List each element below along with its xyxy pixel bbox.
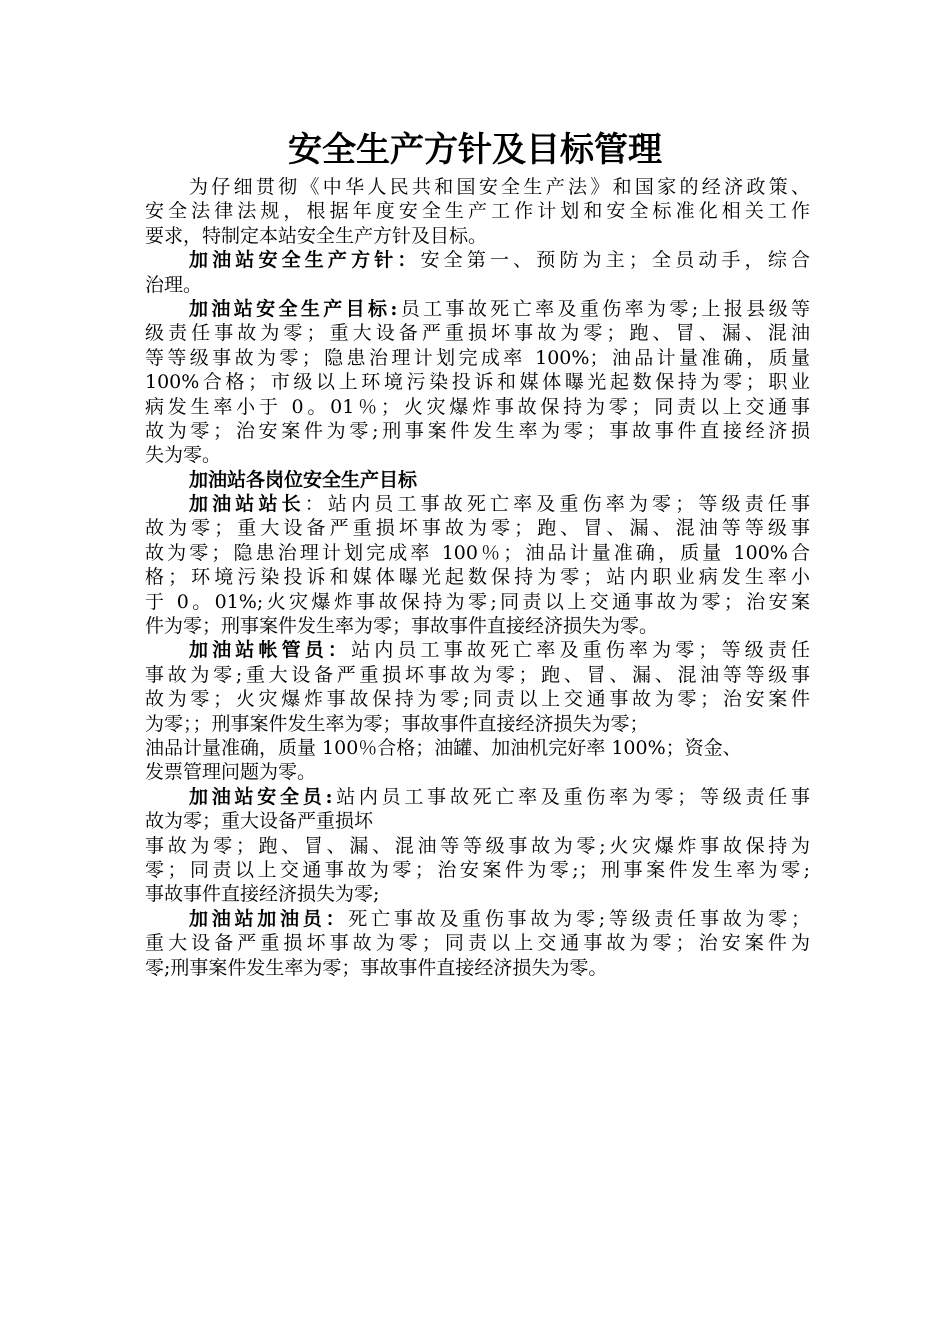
account-manager-line: 发票管理问题为零。	[145, 761, 317, 784]
intro-paragraph	[145, 175, 810, 248]
goals-line: 失为零。	[145, 444, 222, 467]
fuel-attendant-text: 死亡事故及重伤事故为零;等级责任事故为零；	[348, 907, 810, 930]
policy-paragraph	[145, 248, 810, 297]
fuel-attendant-paragraph	[145, 907, 810, 980]
account-manager-text: 站内员工事故死亡率及重伤率为零；等级责任	[351, 639, 810, 662]
fuel-attendant-line: 零;刑事案件发生率为零；事故事件直接经济损失为零。	[145, 956, 608, 979]
station-manager-label: 加油站站长	[189, 493, 305, 516]
safety-officer-line	[145, 785, 810, 809]
station-manager-line	[145, 492, 810, 516]
station-manager-line: 故为零；重大设备严重损坏事故为零；跑、冒、漏、混油等等级事	[145, 517, 810, 540]
goals-line: 级责任事故为零；重大设备严重损坏事故为零；跑、冒、漏、混油	[145, 322, 810, 345]
station-manager-line: 故为零；隐患治理计划完成率 100％；油品计量准确，质量 100%合	[145, 541, 810, 564]
account-manager-line: 事故为零;重大设备严重损坏事故为零；跑、冒、漏、混油等等级事	[145, 663, 810, 686]
safety-officer-line: 故为零；重大设备严重损坏	[145, 810, 374, 833]
safety-officer-line: 事故事件直接经济损失为零;	[145, 883, 380, 906]
goals-line	[145, 297, 810, 321]
document-title: 安全生产方针及目标管理	[288, 130, 662, 170]
policy-label: 加油站安全生产方针：	[189, 249, 421, 272]
goals-line: 故为零；治安案件为零;刑事案件发生率为零；事故事件直接经济损	[145, 419, 810, 442]
safety-officer-line: 事故为零；跑、冒、漏、混油等等级事故为零;火灾爆炸事故保持为	[145, 834, 810, 857]
fuel-attendant-line: 重大设备严重损坏事故为零；同责以上交通事故为零；治安案件为	[145, 932, 810, 955]
intro-line: 安全法律法规，根据年度安全生产工作计划和安全标准化相关工作	[145, 200, 810, 223]
goals-line: 病发生率小于 0。01％；火灾爆炸事故保持为零；同责以上交通事	[145, 395, 810, 418]
account-manager-label: 加油站帐管员：	[189, 639, 352, 662]
account-manager-line: 故为零；火灾爆炸事故保持为零;同责以上交通事故为零；治安案件	[145, 688, 810, 711]
station-manager-line: 格；环境污染投诉和媒体曝光起数保持为零；站内职业病发生率小	[145, 566, 810, 589]
safety-officer-line: 零；同责以上交通事故为零；治安案件为零;；刑事案件发生率为零;	[145, 858, 810, 881]
account-manager-line: 油品计量准确，质量 100％合格；油罐、加油机完好率 100%；资金、	[145, 736, 742, 759]
station-manager-paragraph	[145, 492, 810, 638]
station-manager-line: 于 0。01%;火灾爆炸事故保持为零;同责以上交通事故为零；治安案	[145, 590, 810, 613]
goals-label: 加油站安全生产目标:	[189, 297, 398, 320]
fuel-attendant-label: 加油站加油员：	[189, 907, 349, 930]
safety-officer-label: 加油站安全员:	[189, 785, 333, 808]
document-body	[145, 175, 810, 980]
safety-officer-paragraph	[145, 785, 810, 907]
account-manager-paragraph	[145, 638, 810, 784]
station-manager-text: 站内员工事故死亡率及重伤率为零；等级责任事	[327, 493, 810, 516]
station-manager-colon: ：	[304, 493, 328, 516]
intro-line: 要求，特制定本站安全生产方针及目标。	[145, 224, 488, 247]
policy-line: 治理。	[145, 273, 203, 296]
goals-paragraph	[145, 297, 810, 468]
intro-line: 为仔细贯彻《中华人民共和国安全生产法》和国家的经济政策、	[189, 176, 810, 198]
station-manager-line: 件为零；刑事案件发生率为零；事故事件直接经济损失为零。	[145, 615, 659, 638]
account-manager-line: 为零；；刑事案件发生率为零；事故事件直接经济损失为零；	[145, 712, 649, 735]
fuel-attendant-line	[145, 907, 810, 931]
goals-line: 100%合格；市级以上环境污染投诉和媒体曝光起数保持为零；职业	[145, 371, 810, 394]
goals-line: 等等级事故为零；隐患治理计划完成率 100%；油品计量准确，质量	[145, 346, 810, 369]
positions-heading: 加油站各岗位安全生产目标	[189, 468, 418, 491]
goals-text: 员工事故死亡率及重伤率为零;上报县级等	[397, 297, 811, 320]
account-manager-line	[145, 638, 810, 662]
policy-line	[145, 248, 810, 272]
safety-officer-text: 站内员工事故死亡率及重伤率为零；等级责任事	[332, 785, 810, 808]
policy-text: 安全第一、预防为主；全员动手，综合	[420, 249, 810, 272]
